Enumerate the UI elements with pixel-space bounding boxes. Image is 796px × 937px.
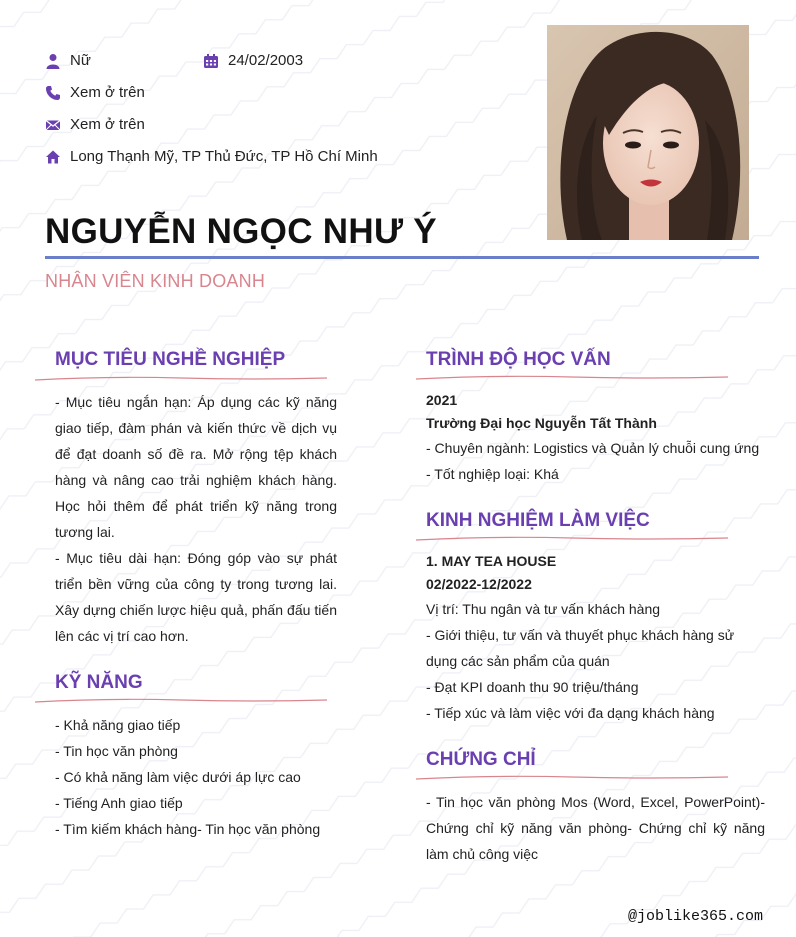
gender-text: Nữ bbox=[70, 52, 91, 69]
objective-short-term: - Mục tiêu ngắn hạn: Áp dụng các kỹ năng giao tiếp, đàm phán và kiến thức về dịch vụ để đạt doanh số đề ra. Mở rộng tệp khách hàng và nâng cao trải nghiệm khách hàng. Học hỏi thêm để phát triển kỹ năng trong tương lai. bbox=[55, 394, 337, 540]
skills-underline bbox=[35, 697, 327, 705]
birthdate-text: 24/02/2003 bbox=[228, 52, 304, 69]
objective-heading: MỤC TIÊU NGHỀ NGHIỆP bbox=[55, 349, 286, 370]
skill-item: - Tìm kiếm khách hàng- Tin học văn phòng bbox=[55, 821, 321, 837]
education-year: 2021 bbox=[426, 392, 458, 408]
address-text: Long Thạnh Mỹ, TP Thủ Đức, TP Hồ Chí Minh bbox=[70, 148, 378, 165]
watermark: @joblike365.com bbox=[628, 908, 764, 925]
gender-row bbox=[45, 52, 91, 69]
skill-item: - Có khả năng làm việc dưới áp lực cao bbox=[55, 769, 301, 785]
name-divider bbox=[45, 256, 759, 259]
objective-long-term: - Mục tiêu dài hạn: Đóng góp vào sự phát triển bền vững của công ty trong tương lai. Xây dựng chiến lược hiệu quả, phấn đấu tiến lên các vị trí cao hơn. bbox=[55, 550, 337, 644]
phone-icon bbox=[45, 85, 61, 101]
person-icon bbox=[45, 53, 61, 69]
skills-heading: KỸ NĂNG bbox=[55, 672, 143, 693]
experience-duty: - Đạt KPI doanh thu 90 triệu/tháng bbox=[426, 679, 639, 695]
home-icon bbox=[45, 149, 61, 165]
phone-text: Xem ở trên bbox=[70, 84, 145, 101]
experience-details bbox=[426, 596, 766, 726]
experience-period: 02/2022-12/2022 bbox=[426, 576, 532, 592]
education-underline bbox=[416, 374, 728, 382]
experience-position: Vị trí: Thu ngân và tư vấn khách hàng bbox=[426, 601, 661, 617]
education-heading: TRÌNH ĐỘ HỌC VẤN bbox=[426, 349, 611, 370]
skills-list bbox=[55, 712, 345, 842]
experience-heading: KINH NGHIỆM LÀM VIỆC bbox=[426, 510, 650, 531]
experience-duty: - Tiếp xúc và làm việc với đa dạng khách hàng bbox=[426, 705, 715, 721]
envelope-icon bbox=[45, 117, 61, 133]
job-title: NHÂN VIÊN KINH DOANH bbox=[45, 271, 266, 291]
education-details bbox=[426, 435, 771, 487]
objective-underline bbox=[35, 375, 327, 383]
email-text: Xem ở trên bbox=[70, 116, 145, 133]
experience-underline bbox=[416, 535, 728, 543]
certificates-heading: CHỨNG CHỈ bbox=[426, 749, 536, 770]
candidate-name: NGUYỄN NGỌC NHƯ Ý bbox=[45, 212, 437, 251]
skill-item: - Tiếng Anh giao tiếp bbox=[55, 795, 183, 811]
education-major: - Chuyên ngành: Logistics và Quản lý chuỗi cung ứng bbox=[426, 440, 760, 456]
address-row bbox=[45, 148, 378, 165]
skill-item: - Tin học văn phòng bbox=[55, 743, 178, 759]
skill-item: - Khả năng giao tiếp bbox=[55, 717, 181, 733]
calendar-icon bbox=[203, 53, 219, 69]
objective-body bbox=[55, 389, 337, 649]
education-school: Trường Đại học Nguyễn Tất Thành bbox=[426, 415, 657, 431]
phone-row bbox=[45, 84, 145, 101]
birthdate-row bbox=[203, 52, 303, 69]
education-grade: - Tốt nghiệp loại: Khá bbox=[426, 466, 559, 482]
experience-company: 1. MAY TEA HOUSE bbox=[426, 553, 557, 569]
email-row bbox=[45, 116, 145, 133]
profile-photo bbox=[547, 25, 749, 240]
experience-duty: - Giới thiệu, tư vấn và thuyết phục khách hàng sử dụng các sản phẩm của quán bbox=[426, 627, 735, 669]
certificates-body: - Tin học văn phòng Mos (Word, Excel, PowerPoint)- Chứng chỉ kỹ năng văn phòng- Chứng chỉ kỹ năng làm chủ công việc bbox=[426, 794, 765, 862]
certificates-underline bbox=[416, 774, 728, 782]
